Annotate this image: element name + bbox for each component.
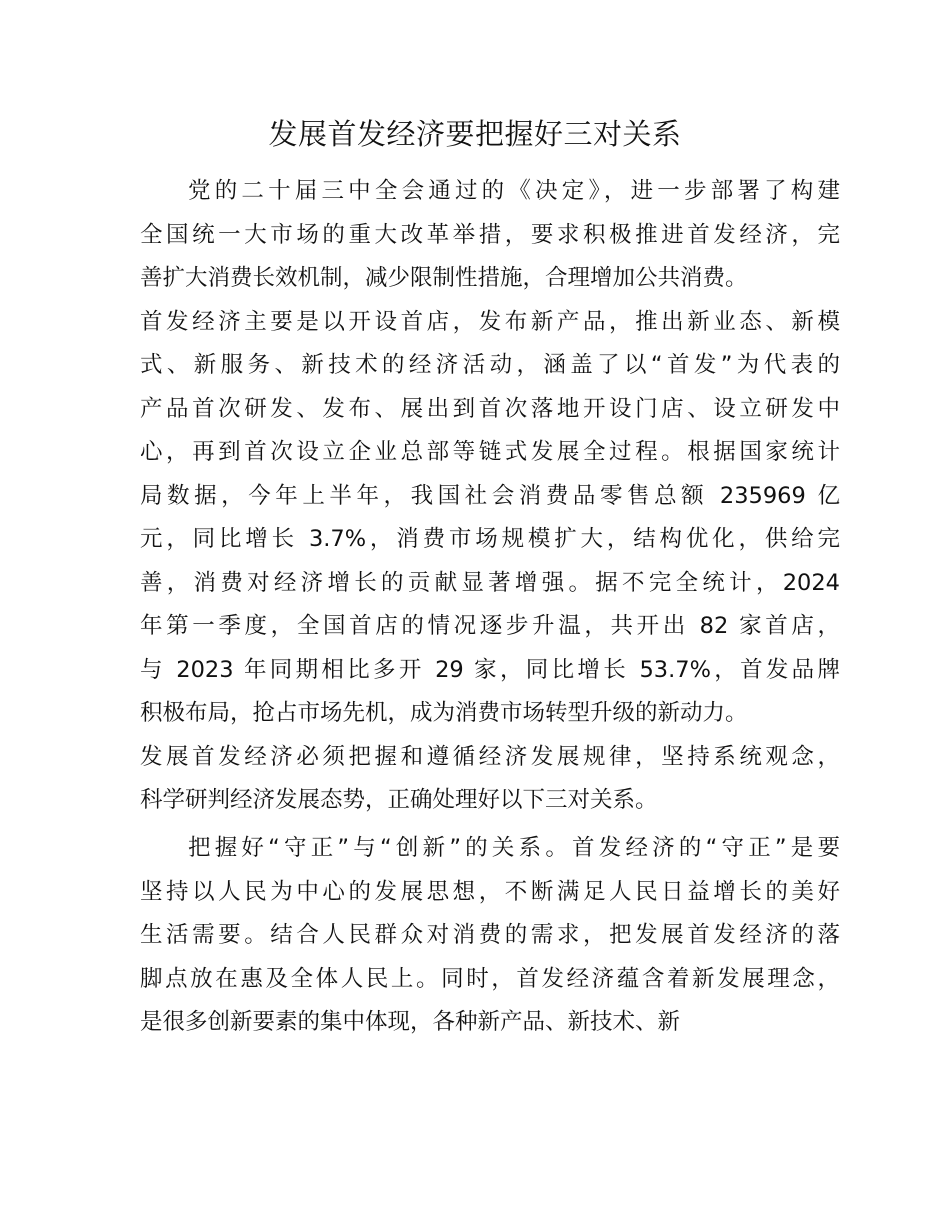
paragraph-line: 积极布局，抢占市场先机，成为消费市场转型升级的新动力。: [140, 700, 748, 726]
paragraph-line: 首发经济主要是以开设首店，发布新产品，推出新业态、新模: [140, 308, 840, 335]
paragraph-line: 科学研判经济发展态势，正确处理好以下三对关系。: [140, 787, 658, 813]
paragraph-line: 党的二十届三中全会通过的《决定》，进一步部署了构建: [188, 178, 840, 204]
paragraph-line: 全国统一大市场的重大改革举措，要求积极推进首发经济，完: [140, 221, 840, 248]
paragraph-line: 产品首次研发、发布、展出到首次落地开设门店、设立研发中: [140, 395, 840, 422]
paragraph-line: 坚持以人民为中心的发展思想，不断满足人民日益增长的美好: [140, 878, 840, 905]
paragraph-line: 发展首发经济必须把握和遵循经济发展规律，坚持系统观念，: [140, 743, 840, 770]
paragraph-line: 心，再到首次设立企业总部等链式发展全过程。根据国家统计: [140, 439, 840, 465]
paragraph-line: 元，同比增长 3.7%，消费市场规模扩大，结构优化，供给完: [140, 526, 840, 552]
paragraph-2: [140, 827, 840, 1045]
paragraph-line: 局数据，今年上半年，我国社会消费品零售总额 235969 亿: [140, 482, 840, 509]
paragraph-line: 把握好“守正”与“创新”的关系。首发经济的“守正”是要: [188, 835, 840, 861]
paragraph-1: [140, 170, 840, 823]
paragraph-line: 式、新服务、新技术的经济活动，涵盖了以“首发”为代表的: [140, 352, 840, 378]
paragraph-line: 脚点放在惠及全体人民上。同时，首发经济蕴含着新发展理念，: [140, 965, 840, 992]
paragraph-line: 年第一季度，全国首店的情况逐步升温，共开出 82 家首店，: [140, 613, 840, 639]
document-title: 发展首发经济要把握好三对关系: [268, 117, 682, 151]
paragraph-line: 善扩大消费长效机制，减少限制性措施，合理增加公共消费。: [140, 265, 748, 291]
paragraph-line: 与 2023 年同期相比多开 29 家，同比增长 53.7%，首发品牌: [140, 656, 840, 683]
paragraph-line: 善，消费对经济增长的贡献显著增强。据不完全统计，2024: [140, 569, 840, 596]
paragraph-line: 生活需要。结合人民群众对消费的需求，把发展首发经济的落: [140, 922, 840, 948]
paragraph-line: 是很多创新要素的集中体现，各种新产品、新技术、新: [140, 1009, 681, 1035]
